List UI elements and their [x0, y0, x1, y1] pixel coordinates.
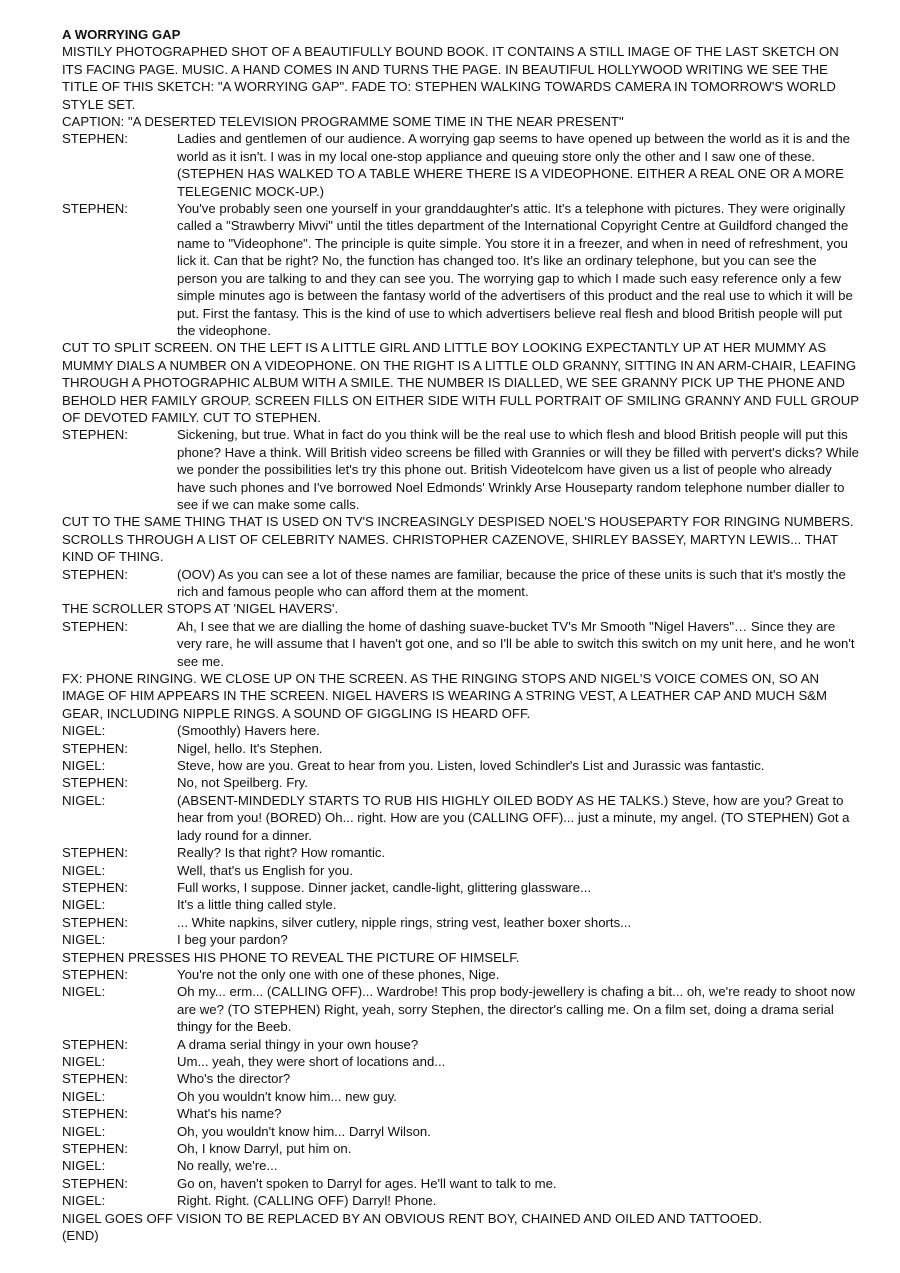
- speaker-name: NIGEL:: [62, 758, 106, 774]
- speaker-name: NIGEL:: [62, 792, 106, 808]
- dialogue-text: Go on, haven't spoken to Darryl for ages. He'll want to talk to me.: [177, 1175, 557, 1191]
- speaker-name: NIGEL:: [62, 932, 106, 948]
- speaker-name: NIGEL:: [62, 1158, 106, 1174]
- dialogue-line: [62, 862, 860, 879]
- dialogue-text: Ah, I see that we are dialling the home of dashing suave-bucket TV's Mr Smooth "Nigel Havers"… Since they are very rare, he will assume that I haven't got one, and so I'll be able to switch this switch on my unit here, and he won't see me.: [177, 618, 855, 669]
- sketch-title: A WORRYING GAP: [62, 27, 181, 42]
- dialogue-line: [62, 774, 860, 791]
- dialogue-text: It's a little thing called style.: [177, 897, 337, 913]
- dialogue-text: Ladies and gentlemen of our audience. A worrying gap seems to have opened up between the world as it is and the world as it isn't. I was in my local one-stop appliance and queuing store only the other and I saw one of these. (STEPHEN HAS WALKED TO A TABLE WHERE THERE IS A VIDEOPHONE. EITHER A REAL ONE OR A MORE TELEGENIC MOCK-UP.): [177, 131, 851, 199]
- dialogue-text: Really? Is that right? How romantic.: [177, 845, 386, 861]
- dialogue-line: [62, 966, 860, 983]
- dialogue-line: [62, 792, 860, 844]
- speaker-name: STEPHEN:: [62, 1141, 128, 1156]
- dialogue-text: Who's the director?: [177, 1071, 291, 1087]
- dialogue-text: Nigel, hello. It's Stephen.: [177, 740, 323, 756]
- speaker-name: STEPHEN:: [62, 427, 128, 443]
- dialogue-line: [62, 1053, 860, 1070]
- dialogue-text: Oh, you wouldn't know him... Darryl Wilson.: [177, 1123, 431, 1139]
- stage-direction: CUT TO SPLIT SCREEN. ON THE LEFT IS A LITTLE GIRL AND LITTLE BOY LOOKING EXPECTANTLY UP AT HER MUMMY AS MUMMY DIALS A NUMBER ON A VIDEOPHONE. ON THE RIGHT IS A LITTLE OLD GRANNY, SITTING IN AN ARM-CHAIR, LEAFING THROUGH A PHOTOGRAPHIC ALBUM WITH A SMILE. THE NUMBER IS DIALLED, WE SEE GRANNY PICK UP THE PHONE AND BEHOLD HER FAMILY GROUP. SCREEN FILLS ON EITHER SIDE WITH FULL PORTRAIT OF SMILING GRANNY AND FULL GROUP OF DEVOTED FAMILY. CUT TO STEPHEN.: [62, 340, 859, 425]
- dialogue-line: [62, 1192, 860, 1209]
- stage-direction: CAPTION: "A DESERTED TELEVISION PROGRAMME SOME TIME IN THE NEAR PRESENT": [62, 114, 624, 130]
- dialogue-line: [62, 931, 860, 948]
- dialogue-line: [62, 896, 860, 913]
- stage-direction: MISTILY PHOTOGRAPHED SHOT OF A BEAUTIFULLY BOUND BOOK. IT CONTAINS A STILL IMAGE OF THE LAST SKETCH ON ITS FACING PAGE. MUSIC. A HAND COMES IN AND TURNS THE PAGE. IN BEAUTIFUL HOLLYWOOD WRITING WE SEE THE TITLE OF THIS SKETCH: "A WORRYING GAP". FADE TO: STEPHEN WALKING TOWARDS CAMERA IN TOMORROW'S WORLD STYLE SET.: [62, 44, 839, 112]
- dialogue-line: [62, 983, 860, 1035]
- speaker-name: STEPHEN:: [62, 1106, 128, 1122]
- dialogue-line: [62, 1088, 860, 1105]
- speaker-name: STEPHEN:: [62, 618, 128, 634]
- dialogue-text: Right. Right. (CALLING OFF) Darryl! Phone.: [177, 1193, 437, 1209]
- speaker-name: NIGEL:: [62, 1123, 106, 1139]
- dialogue-text: A drama serial thingy in your own house?: [177, 1036, 419, 1052]
- dialogue-line: [62, 1157, 860, 1174]
- dialogue-line: [62, 130, 860, 200]
- dialogue-text: What's his name?: [177, 1106, 282, 1122]
- speaker-name: NIGEL:: [62, 1193, 106, 1209]
- dialogue-text: Um... yeah, they were short of locations and...: [177, 1053, 446, 1069]
- speaker-name: STEPHEN:: [62, 966, 128, 982]
- dialogue-text: (OOV) As you can see a lot of these names are familiar, because the price of these units is such that it's mostly the rich and famous people who can afford them at the moment.: [177, 566, 846, 599]
- speaker-name: STEPHEN:: [62, 845, 128, 861]
- dialogue-text: No, not Speilberg. Fry.: [177, 775, 308, 791]
- dialogue-text: (Smoothly) Havers here.: [177, 723, 320, 739]
- speaker-name: STEPHEN:: [62, 131, 128, 147]
- speaker-name: STEPHEN:: [62, 201, 128, 217]
- stage-direction: (END): [62, 1228, 99, 1244]
- dialogue-line: [62, 1123, 860, 1140]
- dialogue-line: [62, 1105, 860, 1122]
- stage-direction: NIGEL GOES OFF VISION TO BE REPLACED BY AN OBVIOUS RENT BOY, CHAINED AND OILED AND TATTOOED.: [62, 1210, 763, 1226]
- dialogue-text: ... White napkins, silver cutlery, nipple rings, string vest, leather boxer shorts...: [177, 914, 632, 930]
- dialogue-line: [62, 1070, 860, 1087]
- dialogue-text: No really, we're...: [177, 1158, 278, 1174]
- dialogue-line: [62, 914, 860, 931]
- speaker-name: STEPHEN:: [62, 914, 128, 930]
- dialogue-line: [62, 426, 860, 513]
- speaker-name: NIGEL:: [62, 984, 106, 1000]
- speaker-name: NIGEL:: [62, 897, 106, 913]
- dialogue-text: Well, that's us English for you.: [177, 862, 353, 878]
- stage-direction: THE SCROLLER STOPS AT 'NIGEL HAVERS'.: [62, 601, 339, 617]
- speaker-name: NIGEL:: [62, 862, 106, 878]
- script-body: [62, 43, 860, 1244]
- dialogue-line: [62, 1036, 860, 1053]
- dialogue-line: [62, 757, 860, 774]
- dialogue-text: Sickening, but true. What in fact do you think will be the real use to which flesh and blood British people will put this phone? Have a think. Will British video screens be filled with Grannies or will they be filled with pervert's dicks? While we ponder the possibilities let's try this phone out. British Videotelcom have given us a list of people who already have such phones and I've borrowed Noel Edmonds' Wrinkly Arse Houseparty random telephone number dialler to see if we can make some calls.: [177, 427, 859, 512]
- dialogue-line: [62, 879, 860, 896]
- stage-direction: FX: PHONE RINGING. WE CLOSE UP ON THE SCREEN. AS THE RINGING STOPS AND NIGEL'S VOICE COMES ON, SO AN IMAGE OF HIM APPEARS IN THE SCREEN. NIGEL HAVERS IS WEARING A STRING VEST, A LEATHER CAP AND MUCH S&M GEAR, INCLUDING NIPPLE RINGS. A SOUND OF GIGGLING IS HEARD OFF.: [62, 671, 828, 721]
- dialogue-text: You're not the only one with one of these phones, Nige.: [177, 966, 500, 982]
- dialogue-text: Oh you wouldn't know him... new guy.: [177, 1088, 397, 1104]
- dialogue-text: I beg your pardon?: [177, 932, 288, 948]
- speaker-name: STEPHEN:: [62, 775, 128, 791]
- speaker-name: STEPHEN:: [62, 1071, 128, 1087]
- speaker-name: STEPHEN:: [62, 566, 128, 582]
- dialogue-line: [62, 740, 860, 757]
- speaker-name: NIGEL:: [62, 723, 106, 739]
- speaker-name: STEPHEN:: [62, 879, 128, 895]
- speaker-name: STEPHEN:: [62, 1036, 128, 1052]
- dialogue-text: Full works, I suppose. Dinner jacket, candle-light, glittering glassware...: [177, 879, 592, 895]
- dialogue-text: Oh, I know Darryl, put him on.: [177, 1141, 352, 1156]
- dialogue-text: (ABSENT-MINDEDLY STARTS TO RUB HIS HIGHLY OILED BODY AS HE TALKS.) Steve, how are you? Great to hear from you! (BORED) Oh... right. How are you (CALLING OFF)... just a minute, my angel. (TO STEPHEN) Got a lady round for a dinner.: [177, 792, 850, 843]
- speaker-name: STEPHEN:: [62, 1175, 128, 1191]
- stage-direction: CUT TO THE SAME THING THAT IS USED ON TV'S INCREASINGLY DESPISED NOEL'S HOUSEPARTY FOR RINGING NUMBERS. SCROLLS THROUGH A LIST OF CELEBRITY NAMES. CHRISTOPHER CAZENOVE, SHIRLEY BASSEY, MARTYN LEWIS... THAT KIND OF THING.: [62, 514, 854, 565]
- dialogue-text: Steve, how are you. Great to hear from you. Listen, loved Schindler's List and Jurassic was fantastic.: [177, 758, 765, 774]
- dialogue-line: [62, 1140, 860, 1157]
- dialogue-line: [62, 618, 860, 670]
- dialogue-line: [62, 1175, 860, 1192]
- dialogue-line: [62, 566, 860, 601]
- speaker-name: NIGEL:: [62, 1053, 106, 1069]
- dialogue-text: Oh my... erm... (CALLING OFF)... Wardrobe! This prop body-jewellery is chafing a bit... oh, we're ready to shoot now are we? (TO STEPHEN) Right, yeah, sorry Stephen, the director's calling me. On a film set, doing a drama serial thingy for the Beeb.: [177, 984, 856, 1035]
- speaker-name: STEPHEN:: [62, 740, 128, 756]
- dialogue-line: [62, 722, 860, 739]
- speaker-name: NIGEL:: [62, 1088, 106, 1104]
- dialogue-line: [62, 200, 860, 339]
- dialogue-text: You've probably seen one yourself in your granddaughter's attic. It's a telephone with pictures. They were originally called a "Strawberry Mivvi" until the titles department of the International Copyright Centre at Guildford changed the name to "Videophone". The principle is quite simple. You store it in a freezer, and when in need of refreshment, you lick it. Can that be right? No, the function has changed too. It's like an ordinary telephone, but you can see the person you are talking to and they can see you. The worrying gap to which I made such easy reference only a few simple minutes ago is between the fantasy world of the advertisers of this product and the real use to which it will be put. First the fantasy. This is the kind of use to which advertisers believe real flesh and blood British people will put the videophone.: [177, 201, 853, 338]
- stage-direction: STEPHEN PRESSES HIS PHONE TO REVEAL THE PICTURE OF HIMSELF.: [62, 949, 520, 965]
- dialogue-line: [62, 844, 860, 861]
